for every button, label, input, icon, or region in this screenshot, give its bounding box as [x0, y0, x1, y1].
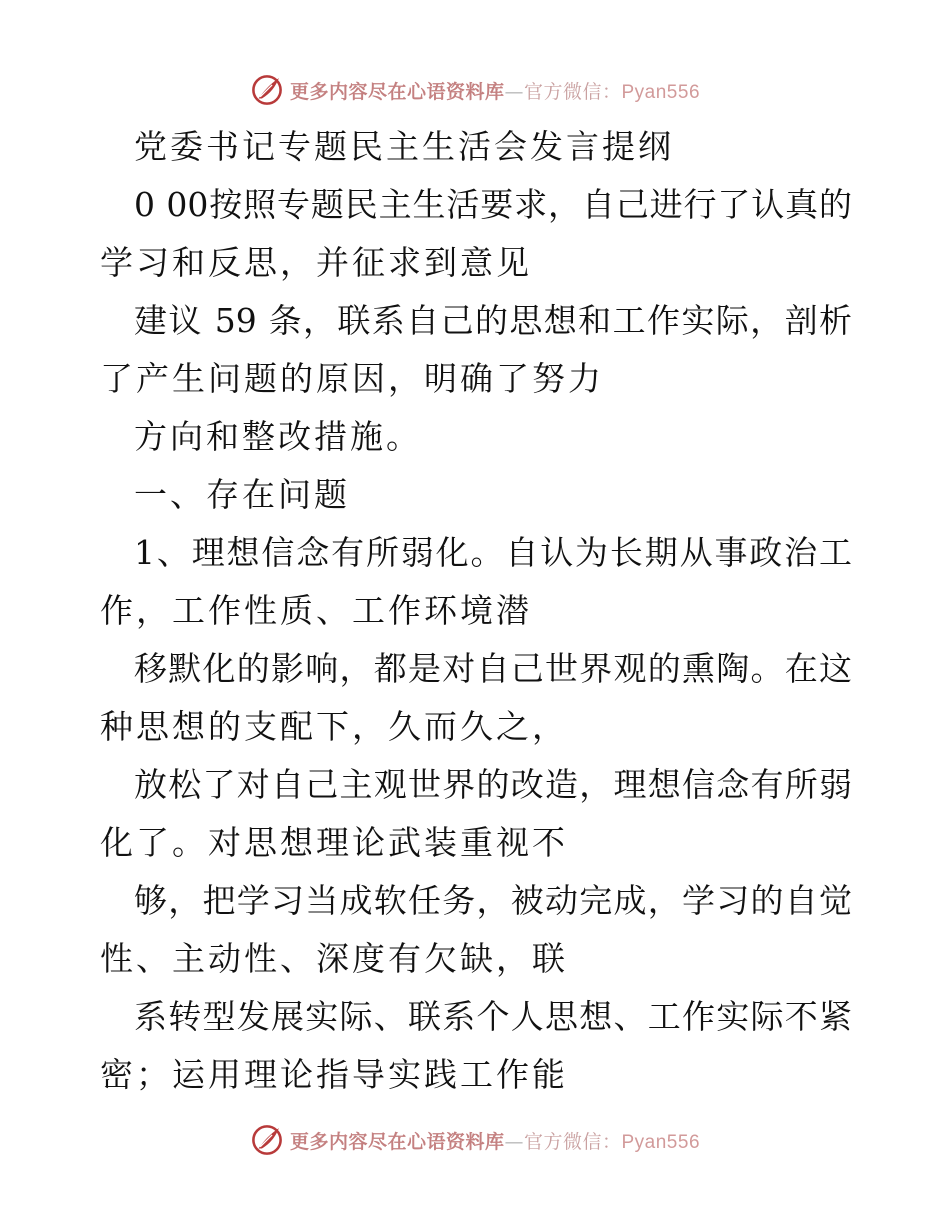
watermark-main: 更多内容尽在心语资料库 — [289, 1130, 505, 1153]
paragraph-line: 1、理想信念有所弱化。自认为长期从事政治工 — [134, 533, 852, 572]
watermark-text — [290, 1127, 700, 1154]
quill-logo-icon — [250, 1123, 284, 1157]
paragraph-line: 方向和整改措施。 — [134, 417, 422, 456]
watermark-text — [290, 77, 700, 104]
watermark-id: Pyan556 — [621, 81, 701, 103]
quill-logo-icon — [250, 73, 284, 107]
paragraph-line: 了产生问题的原因，明确了努力 — [100, 359, 604, 398]
paragraph-line: 放松了对自己主观世界的改造，理想信念有所弱 — [134, 765, 852, 804]
paragraph-line: 作，工作性质、工作环境潜 — [100, 591, 532, 630]
watermark-side: 官方微信： — [523, 80, 622, 103]
paragraph-line: 够，把学习当成软任务，被动完成，学习的自觉 — [134, 881, 852, 920]
watermark-separator: — — [504, 1130, 524, 1153]
watermark-footer — [0, 1120, 950, 1160]
paragraph-line: 种思想的支配下，久而久之， — [100, 707, 568, 746]
watermark-main: 更多内容尽在心语资料库 — [289, 80, 505, 103]
document-title: 党委书记专题民主生活会发言提纲 — [134, 127, 674, 166]
watermark-group — [250, 1123, 700, 1157]
paragraph-line: 化了。对思想理论武装重视不 — [100, 823, 568, 862]
paragraph-line: 建议 59 条，联系自己的思想和工作实际，剖析 — [134, 301, 852, 340]
paragraph-line: 学习和反思，并征求到意见 — [100, 243, 532, 282]
paragraph-line: 性、主动性、深度有欠缺，联 — [100, 939, 568, 978]
section-heading: 一、存在问题 — [134, 475, 350, 514]
paragraph-line: 系转型发展实际、联系个人思想、工作实际不紧 — [134, 997, 852, 1036]
paragraph-line: 密；运用理论指导实践工作能 — [100, 1055, 568, 1094]
watermark-header — [0, 70, 950, 110]
watermark-separator: — — [504, 80, 524, 103]
document-body — [100, 118, 852, 1104]
watermark-id: Pyan556 — [621, 1131, 701, 1153]
watermark-side: 官方微信： — [523, 1130, 622, 1153]
paragraph-line: 0 00按照专题民主生活要求，自己进行了认真的 — [134, 185, 852, 224]
watermark-group — [250, 73, 700, 107]
paragraph-line: 移默化的影响，都是对自己世界观的熏陶。在这 — [134, 649, 852, 688]
